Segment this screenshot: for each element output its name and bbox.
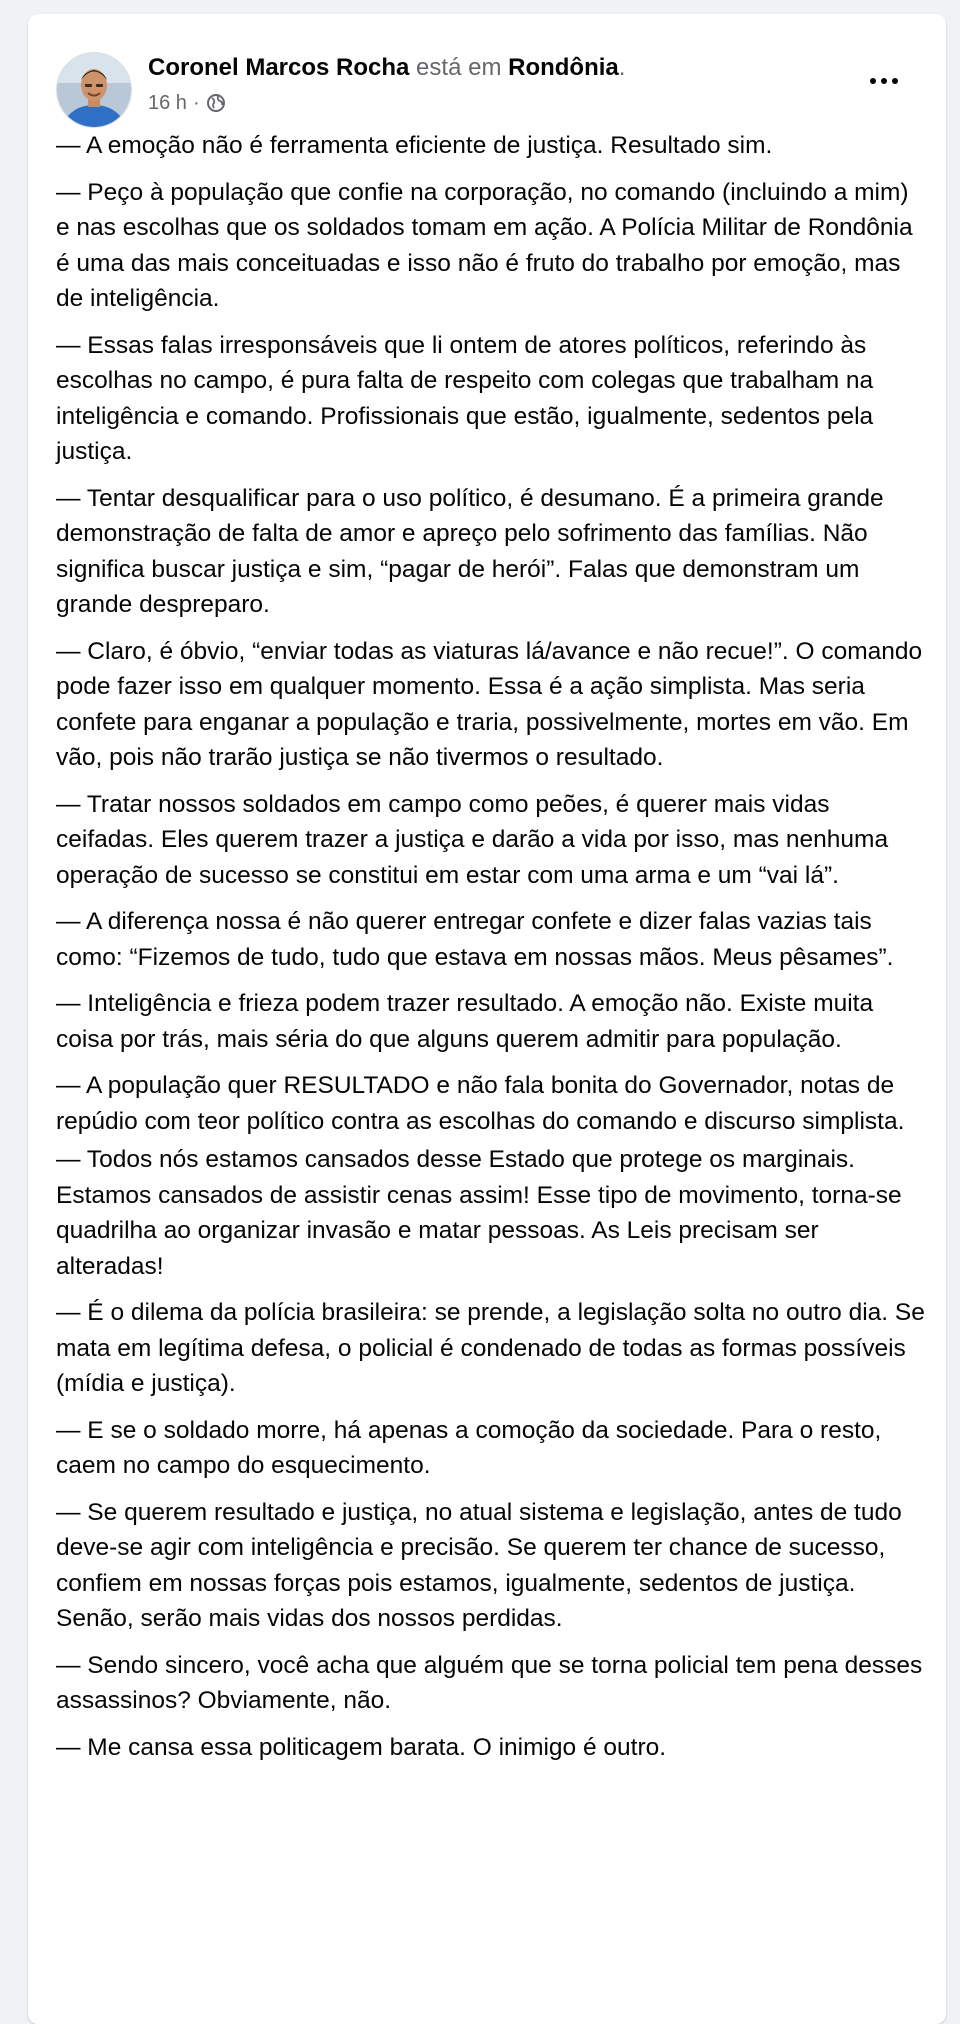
post-paragraph: — Todos nós estamos cansados desse Estado que protege os marginais. Estamos cansados de assistir cenas assim! Esse tipo de movimento, torna-se quadrilha ao organizar invasão e matar pessoas. As Leis precisam ser alteradas! — [56, 1146, 902, 1280]
dot-2 — [881, 78, 887, 84]
avatar-image — [57, 53, 131, 127]
post-paragraph: — A população quer RESULTADO e não fala bonita do Governador, notas de repúdio com teor político contra as escolhas do comando e discurso simplista. — [56, 1072, 905, 1135]
checkin-verb: está em — [409, 54, 509, 81]
post-paragraph: — Peço à população que confie na corporação, no comando (incluindo a mim) e nas escolhas que os soldados tomam em ação. A Polícia Militar de Rondônia é uma das mais conceituadas e isso não é fruto do trabalho por emoção, mas de inteligência. — [56, 178, 913, 312]
post-paragraph: — Claro, é óbvio, “enviar todas as viaturas lá/avance e não recue!”. O comando pode fazer isso em qualquer momento. Essa é a ação simplista. Mas seria confete para enganar a população e traria, possivelmente, mortes em vão. Em vão, pois não trarão justiça se não tivermos o resultado. — [56, 637, 923, 771]
post-paragraph: — Tentar desqualificar para o uso político, é desumano. É a primeira grande demonstração de falta de amor e apreço pelo sofrimento das famílias. Não significa buscar justiça e sim, “pagar de herói”. Falas que demonstram um grande despreparo. — [56, 484, 884, 618]
globe-icon[interactable] — [206, 93, 226, 113]
post-timestamp[interactable]: 16 h — [148, 92, 187, 114]
author-avatar[interactable] — [56, 52, 132, 128]
checkin-suffix: . — [618, 54, 626, 81]
post-paragraph: — Inteligência e frieza podem trazer resultado. A emoção não. Existe muita coisa por trás, mais séria do que alguns querem admitir para população. — [56, 990, 874, 1053]
post-paragraph: — Essas falas irresponsáveis que li ontem de atores políticos, referindo às escolhas no campo, é pura falta de respeito com colegas que trabalham na inteligência e comando. Profissionais que estão, igualmente, sedentos pela justiça. — [56, 331, 874, 465]
dot-1 — [870, 78, 876, 84]
author-name[interactable]: Coronel Marcos Rocha — [148, 54, 410, 81]
meta-separator: · — [192, 92, 200, 114]
post-paragraph: — E se o soldado morre, há apenas a comoção da sociedade. Para o resto, caem no campo do esquecimento. — [56, 1416, 882, 1479]
post-paragraph: — É o dilema da polícia brasileira: se prende, a legislação solta no outro dia. Se mata em legítima defesa, o policial é condenado de todas as formas possíveis (mídia e justiça). — [56, 1299, 925, 1397]
post-body — [56, 128, 926, 1776]
post-paragraph: — A diferença nossa é não querer entregar confete e dizer falas vazias tais como: “Fizemos de tudo, tudo que estava em nossas mãos. Meus pêsames”. — [56, 908, 894, 971]
post-paragraph: — A emoção não é ferramenta eficiente de justiça. Resultado sim. — [56, 132, 773, 159]
checkin-location[interactable]: Rondônia — [508, 54, 619, 81]
more-options-icon[interactable] — [864, 68, 904, 94]
post-paragraph: — Sendo sincero, você acha que alguém que se torna policial tem pena desses assassinos? Obviamente, não. — [56, 1651, 923, 1714]
dot-3 — [892, 78, 898, 84]
post-paragraph: — Tratar nossos soldados em campo como peões, é querer mais vidas ceifadas. Eles querem trazer a justiça e darão a vida por isso, mas nenhuma operação de sucesso se constitui em estar com uma arma e um “vai lá”. — [56, 790, 889, 889]
post-header — [56, 34, 926, 124]
post-paragraph: — Me cansa essa politicagem barata. O inimigo é outro. — [56, 1733, 667, 1761]
author-line — [148, 52, 625, 84]
post-meta — [148, 90, 226, 116]
post-card — [28, 14, 946, 2024]
post-paragraph: — Se querem resultado e justiça, no atual sistema e legislação, antes de tudo deve-se agir com inteligência e precisão. Se querem ter chance de sucesso, confiem em nossas forças pois estamos, igualmente, sedentos de justiça. Senão, serão mais vidas dos nossos perdidas. — [56, 1498, 902, 1632]
